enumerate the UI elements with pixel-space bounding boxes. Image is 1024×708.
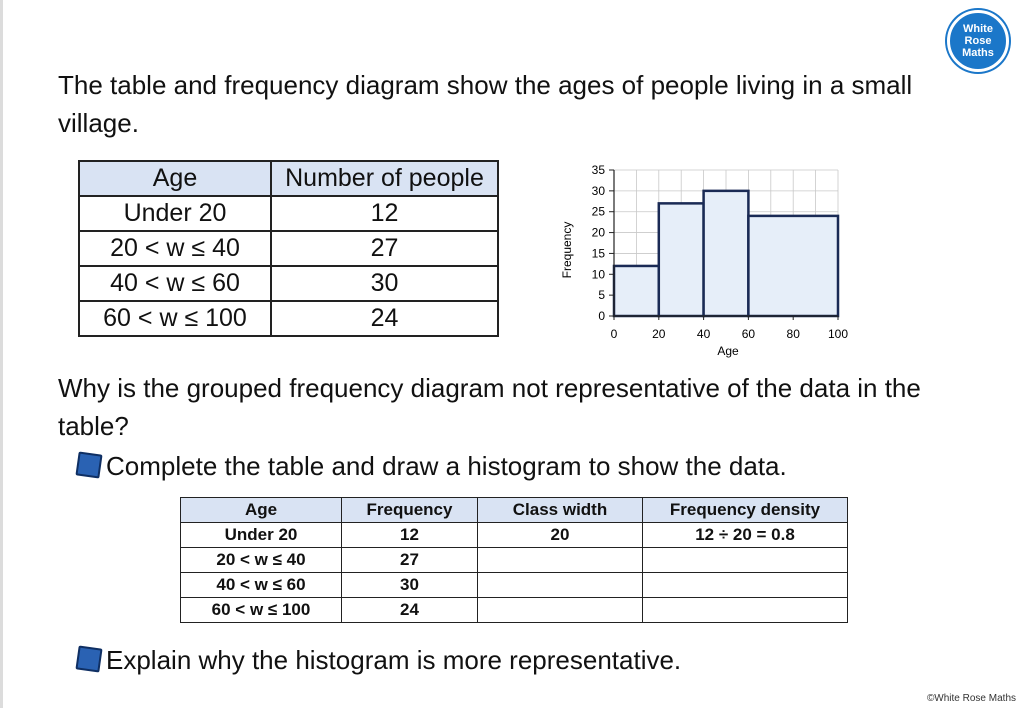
age-cell: 60 < w ≤ 100 bbox=[181, 598, 342, 623]
x-tick-label: 20 bbox=[652, 327, 666, 341]
table-row bbox=[79, 196, 498, 231]
class-width-cell[interactable] bbox=[478, 573, 643, 598]
frequency-cell: 12 bbox=[342, 523, 478, 548]
table-row bbox=[181, 523, 848, 548]
frequency-density-cell[interactable]: 12 ÷ 20 = 0.8 bbox=[643, 523, 848, 548]
y-tick-label: 0 bbox=[598, 309, 605, 323]
age-cell: 40 < w ≤ 60 bbox=[181, 573, 342, 598]
frequency-density-table bbox=[180, 497, 848, 623]
y-tick-label: 35 bbox=[591, 163, 605, 177]
table-row bbox=[181, 573, 848, 598]
bullet-icon bbox=[75, 451, 102, 478]
age-cell: 40 < w ≤ 60 bbox=[79, 266, 271, 301]
task-complete-table: Complete the table and draw a histogram to show the data. bbox=[106, 451, 787, 481]
frequency-density-cell[interactable] bbox=[643, 598, 848, 623]
x-tick-label: 40 bbox=[696, 327, 711, 341]
x-tick-label: 60 bbox=[741, 327, 756, 341]
y-axis-label: Frequency bbox=[560, 221, 574, 279]
histogram-bar bbox=[704, 191, 749, 316]
frequency-cell: 27 bbox=[342, 548, 478, 573]
class-width-cell[interactable]: 20 bbox=[478, 523, 643, 548]
copyright-text: ©White Rose Maths bbox=[926, 693, 1016, 704]
x-tick-label: 100 bbox=[827, 327, 849, 341]
age-cell: Under 20 bbox=[181, 523, 342, 548]
y-tick-label: 10 bbox=[591, 267, 605, 282]
header-age: Age bbox=[79, 161, 271, 196]
frequency-cell: 30 bbox=[342, 573, 478, 598]
bullet-icon bbox=[75, 645, 102, 672]
header-frequency: Frequency bbox=[342, 498, 478, 523]
table-row bbox=[181, 598, 848, 623]
age-cell: 20 < w ≤ 40 bbox=[181, 548, 342, 573]
x-tick-label: 80 bbox=[786, 327, 800, 341]
table-header-row bbox=[79, 161, 498, 196]
count-cell: 12 bbox=[271, 196, 498, 231]
white-rose-maths-logo bbox=[947, 10, 1009, 72]
table-row bbox=[79, 301, 498, 336]
y-tick-label: 30 bbox=[591, 183, 605, 198]
frequency-diagram bbox=[556, 158, 856, 363]
histogram-bar bbox=[748, 216, 838, 316]
table-row bbox=[181, 548, 848, 573]
table-header-row bbox=[181, 498, 848, 523]
table-row bbox=[79, 231, 498, 266]
count-cell: 30 bbox=[271, 266, 498, 301]
frequency-density-cell[interactable] bbox=[643, 573, 848, 598]
class-width-cell[interactable] bbox=[478, 598, 643, 623]
y-tick-label: 5 bbox=[598, 288, 605, 303]
logo-line-2: Rose bbox=[964, 35, 992, 47]
header-frequency-density: Frequency density bbox=[643, 498, 848, 523]
frequency-cell: 24 bbox=[342, 598, 478, 623]
class-width-cell[interactable] bbox=[478, 548, 643, 573]
header-number-of-people: Number of people bbox=[271, 161, 498, 196]
logo-line-3: Maths bbox=[962, 47, 994, 59]
task-explain: Explain why the histogram is more representative. bbox=[106, 645, 682, 675]
question-text: Why is the grouped frequency diagram not representative of the data in the table? bbox=[58, 373, 921, 441]
x-axis-label: Age bbox=[717, 344, 739, 358]
y-tick-label: 15 bbox=[591, 246, 605, 261]
age-cell: Under 20 bbox=[79, 196, 271, 231]
histogram-bar bbox=[614, 266, 659, 316]
count-cell: 27 bbox=[271, 231, 498, 266]
intro-text: The table and frequency diagram show the ages of people living in a small village. bbox=[58, 70, 913, 138]
age-table bbox=[78, 160, 499, 337]
histogram-bar bbox=[659, 203, 704, 316]
count-cell: 24 bbox=[271, 301, 498, 336]
frequency-density-cell[interactable] bbox=[643, 548, 848, 573]
header-age: Age bbox=[181, 498, 342, 523]
x-tick-label: 0 bbox=[610, 327, 618, 341]
logo-line-1: White bbox=[963, 23, 993, 35]
age-cell: 60 < w ≤ 100 bbox=[79, 301, 271, 336]
y-tick-label: 25 bbox=[591, 204, 605, 219]
age-cell: 20 < w ≤ 40 bbox=[79, 231, 271, 266]
slide-edge bbox=[0, 0, 3, 708]
y-tick-label: 20 bbox=[591, 225, 605, 240]
header-class-width: Class width bbox=[478, 498, 643, 523]
table-row bbox=[79, 266, 498, 301]
